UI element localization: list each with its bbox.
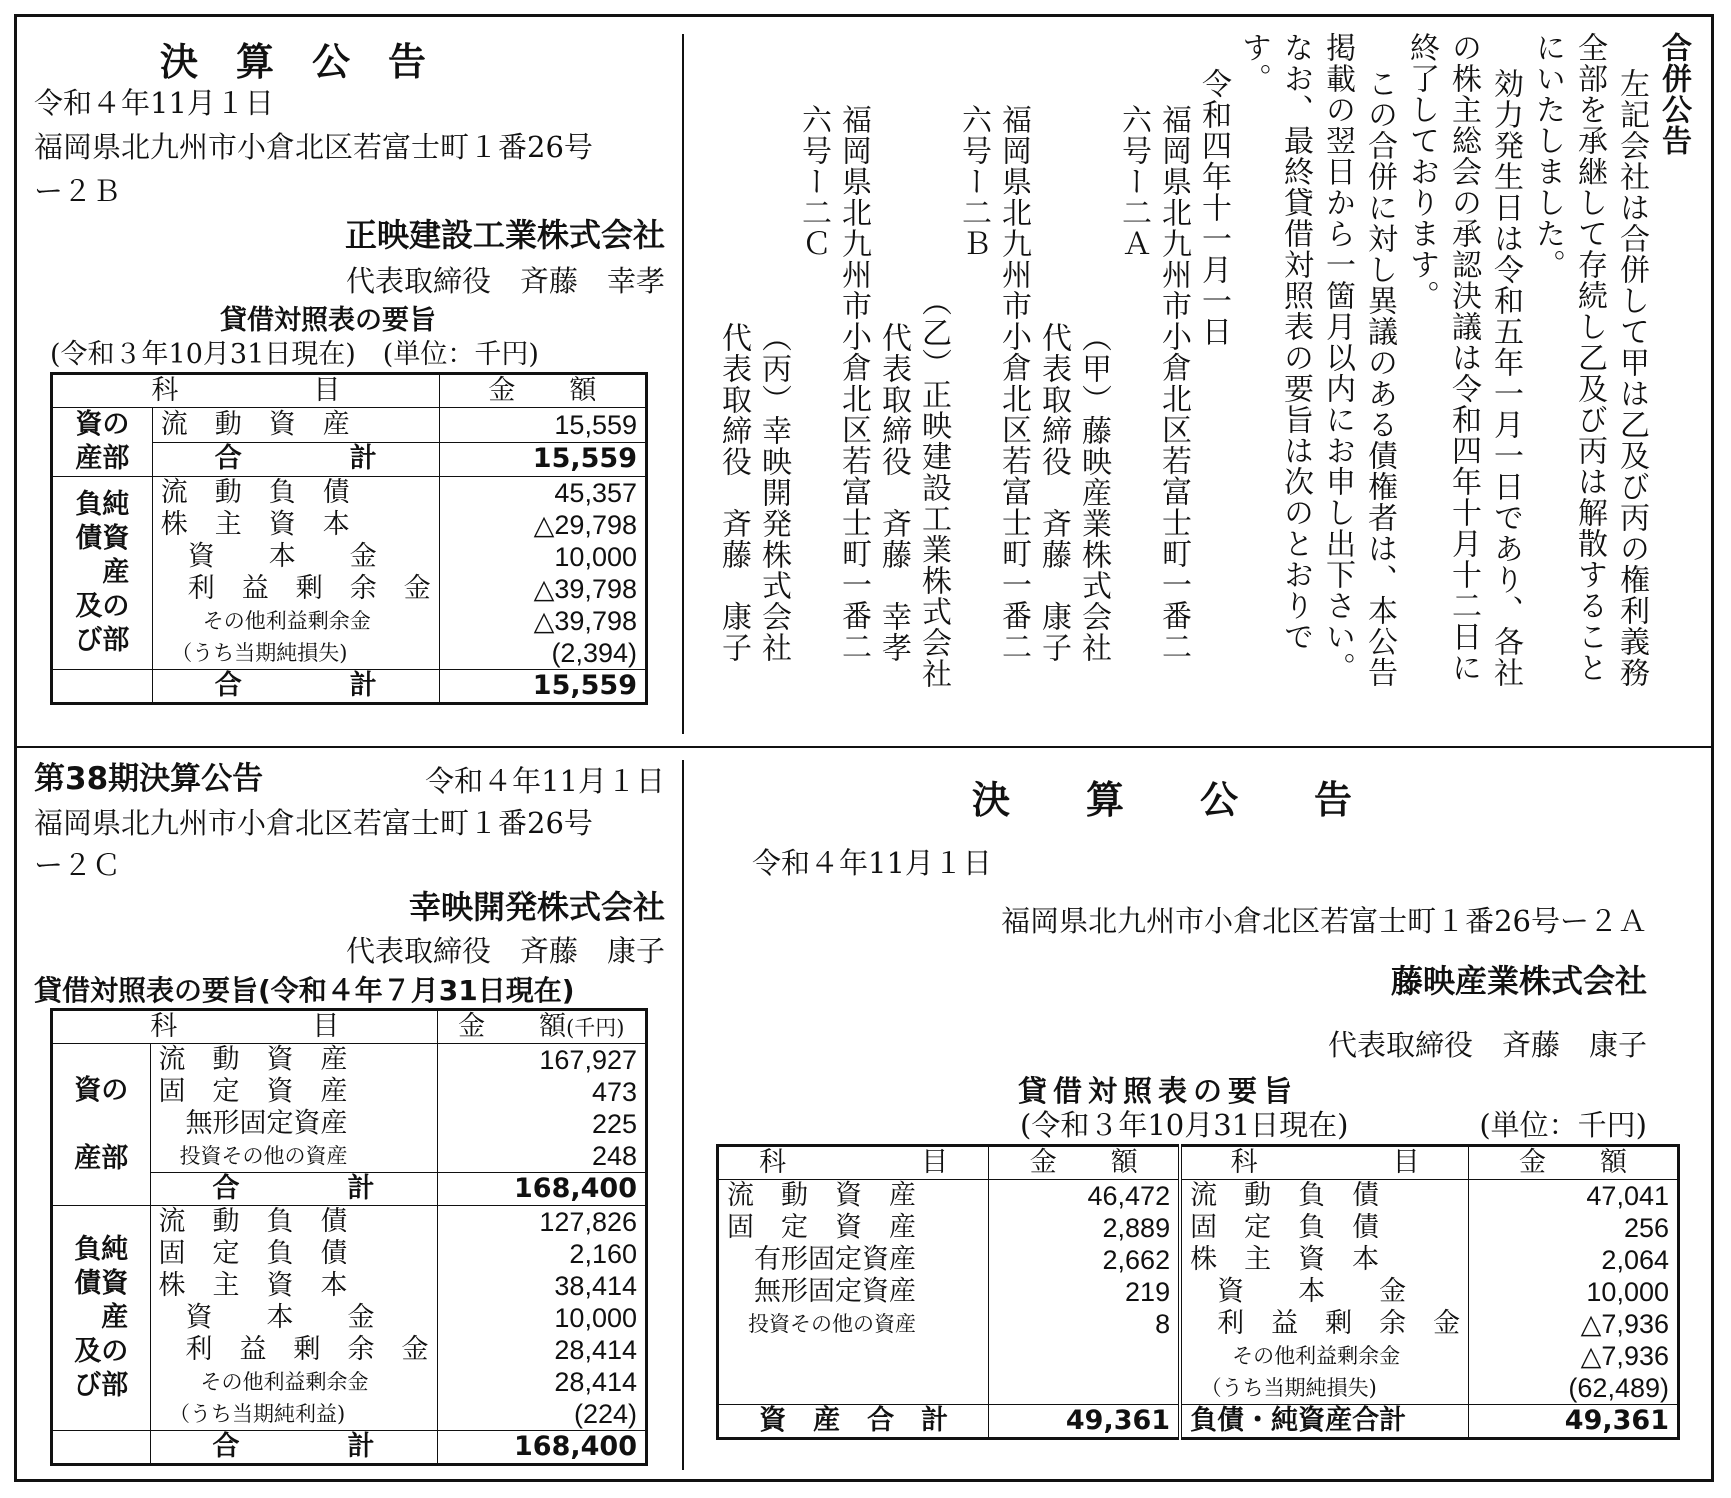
q3-col-amount: 金 額 (458, 1010, 567, 1042)
q1-bs-subtitle: (令和３年10月31日現在) (単位：千円) (50, 339, 539, 370)
q1-col-amount: 金 額 (439, 374, 646, 408)
party-a-representative: 代表取締役 斉藤 康子 (1036, 322, 1071, 663)
merger-col-4: の株主総会の承認決議は令和四年十月十二日に (1446, 32, 1481, 683)
q4-right-total-label: 負債・純資産合計 (1180, 1405, 1469, 1439)
q3-asset-category (52, 1044, 151, 1206)
vertical-divider-top (682, 34, 684, 734)
q1-liab-value-4: △39,798 (439, 605, 646, 637)
party-c-address-2: 六号ー二Ｃ (796, 104, 831, 259)
q4-left-value-2: 2,662 (989, 1244, 1180, 1276)
q4-left-value-1: 2,889 (989, 1212, 1180, 1244)
merger-col-8: なお、最終貸借対照表の要旨は次のとおりで (1278, 32, 1313, 652)
q4-company-name: 藤映産業株式会社 (1390, 962, 1647, 1000)
q4-right-value-5: △7,936 (1469, 1340, 1679, 1372)
q4-right-total: 49,361 (1469, 1405, 1679, 1439)
q1-bs-title: 貸借対照表の要旨 (220, 305, 436, 336)
q3-representative: 代表取締役 斉藤 康子 (345, 934, 665, 968)
party-b-address: 福岡県北九州市小倉北区若富士町一番二 (996, 104, 1031, 662)
q4-right-value-1: 256 (1469, 1212, 1679, 1244)
q4-left-value-5 (989, 1340, 1180, 1372)
q1-asset-category (52, 408, 153, 477)
q1-liab-total-label: 合 計 (152, 670, 439, 704)
q3-asset-total: 168,400 (437, 1173, 646, 1206)
q4-representative: 代表取締役 斉藤 康子 (1327, 1028, 1647, 1062)
q1-title: 決 算 公 告 (160, 40, 427, 84)
party-c-company: （丙）幸映開発株式会社 (756, 322, 791, 663)
q3-liab-value-1: 2,160 (437, 1238, 646, 1270)
q3-date: 令和４年11月１日 (425, 764, 665, 798)
q3-balance-sheet (50, 1008, 648, 1466)
q4-right-label-0: 流 動 負 債 (1180, 1180, 1469, 1213)
q4-col-item-left: 科 目 (718, 1146, 989, 1180)
q4-left-label-0: 流 動 資 産 (727, 1180, 916, 1211)
q1-liab-value-5: (2,394) (439, 637, 646, 670)
q4-col-amount-left: 金 額 (989, 1146, 1180, 1180)
q1-company-name: 正映建設工業株式会社 (344, 216, 665, 254)
q3-liab-label-5: その他利益剰余金 (158, 1370, 369, 1394)
q3-liab-label-6: （うち当期純利益) (158, 1402, 346, 1426)
merger-col-9: す。 (1236, 32, 1271, 94)
q3-liab-label-4: 利 益 剰 余 金 (158, 1334, 429, 1365)
q3-liability-category (52, 1206, 151, 1431)
horizontal-divider (14, 746, 1714, 748)
party-a-company: （甲）藤映産業株式会社 (1076, 322, 1111, 663)
q4-right-value-2: 2,064 (1469, 1244, 1679, 1276)
q3-asset-value-1: 473 (437, 1076, 646, 1108)
q4-left-total: 49,361 (989, 1405, 1180, 1439)
q3-col-item: 科 目 (52, 1010, 438, 1044)
q1-liab-label-4: その他利益剰余金 (160, 609, 371, 633)
q3-liab-cat-text: 負純 債資 産 及の び部 (74, 1234, 129, 1401)
q4-right-label-5: その他利益剰余金 (1180, 1340, 1469, 1372)
q1-address-line2: ー２Ｂ (34, 174, 122, 208)
q1-liab-total: 15,559 (439, 670, 646, 704)
q4-bs-date: (令和３年10月31日現在) (1020, 1108, 1349, 1142)
q4-right-value-3: 10,000 (1469, 1276, 1679, 1308)
q1-asset-total: 15,559 (439, 442, 646, 477)
q4-address: 福岡県北九州市小倉北区若富士町１番26号ー２Ａ (1001, 904, 1647, 938)
q1-liab-value-3: △39,798 (439, 573, 646, 605)
q3-asset-label-3: 投資その他の資産 (158, 1144, 348, 1168)
q1-liability-category (52, 477, 153, 670)
q3-liab-value-3: 10,000 (437, 1302, 646, 1334)
q3-unit: (千円) (566, 1015, 625, 1040)
q3-asset-total-label: 合 計 (150, 1173, 437, 1206)
q4-right-label-2: 株 主 資 本 (1180, 1244, 1469, 1276)
q4-date: 令和４年11月１日 (752, 846, 992, 880)
q1-liab-label-5: （うち当期純損失) (160, 641, 348, 665)
q4-right-value-4: △7,936 (1469, 1308, 1679, 1340)
merger-date: 令和四年十一月一日 (1196, 68, 1231, 347)
q1-asset-cat-text: 資の 産部 (75, 409, 130, 474)
q3-liab-total: 168,400 (437, 1431, 646, 1465)
party-b-company: （乙）正映建設工業株式会社 (916, 286, 951, 689)
merger-col-0: 左記会社は合併して甲は乙及び丙の権利義務 (1614, 68, 1649, 688)
q4-title: 決 算 公 告 (972, 778, 1353, 822)
merger-col-5: 終了しております。 (1404, 32, 1439, 311)
q4-bs-title: 貸借対照表の要旨 (1018, 1074, 1299, 1108)
party-c-representative: 代表取締役 斉藤 康子 (716, 322, 751, 663)
q4-left-value-3: 219 (989, 1276, 1180, 1308)
q3-address-line1: 福岡県北九州市小倉北区若富士町１番26号 (34, 806, 593, 840)
q4-right-value-6: (62,489) (1469, 1372, 1679, 1405)
q1-date: 令和４年11月１日 (34, 86, 274, 120)
q1-liab-cat-text: 負純 債資 産 及の び部 (75, 489, 130, 656)
q3-address-line2: ー２Ｃ (34, 848, 122, 882)
q4-left-label-1: 固 定 資 産 (727, 1212, 916, 1243)
q1-liab-value-2: 10,000 (439, 541, 646, 573)
merger-col-7: 掲載の翌日から一箇月以内にお申し出下さい。 (1320, 32, 1355, 683)
merger-col-3: 効力発生日は令和五年一月一日であり、各社 (1488, 68, 1523, 688)
merger-title: 合併公告 (1656, 32, 1691, 156)
q1-address-line1: 福岡県北九州市小倉北区若富士町１番26号 (34, 130, 593, 164)
q1-liab-label-1: 株 主 資 本 (160, 509, 350, 540)
vertical-divider-bottom (682, 760, 684, 1470)
q3-asset-label-2: 無形固定資産 (158, 1108, 348, 1139)
q4-left-label-3: 無形固定資産 (727, 1276, 916, 1307)
q4-left-label-4: 投資その他の資産 (727, 1312, 916, 1336)
q1-liab-value-1: △29,798 (439, 509, 646, 541)
q4-unit: (単位：千円) (1479, 1108, 1647, 1142)
q3-liab-value-6: (224) (437, 1398, 646, 1431)
q3-asset-value-2: 225 (437, 1108, 646, 1140)
q1-liab-label-2: 資 本 金 (160, 541, 377, 572)
q3-liab-value-5: 28,414 (437, 1366, 646, 1398)
q1-asset-value: 15,559 (439, 408, 646, 443)
q1-asset-label: 流 動 資 産 (160, 408, 350, 440)
q3-liab-label-2: 株 主 資 本 (158, 1270, 348, 1301)
q3-asset-label-0: 流 動 資 産 (158, 1044, 348, 1075)
q1-col-item: 科 目 (52, 374, 440, 408)
q4-right-value-0: 47,041 (1469, 1180, 1679, 1213)
q4-balance-sheet (716, 1144, 1680, 1440)
q1-asset-total-label: 合 計 (152, 442, 439, 477)
q4-right-label-3: 資 本 金 (1180, 1276, 1469, 1308)
q4-right-label-1: 固 定 負 債 (1180, 1212, 1469, 1244)
party-c-address: 福岡県北九州市小倉北区若富士町一番二 (836, 104, 871, 662)
q4-left-label-2: 有形固定資産 (727, 1244, 916, 1275)
q4-col-amount-right: 金 額 (1469, 1146, 1679, 1180)
q4-right-label-6: （うち当期純損失) (1180, 1372, 1469, 1405)
q3-liab-total-label: 合 計 (150, 1431, 437, 1465)
q3-asset-value-3: 248 (437, 1140, 646, 1173)
q3-liab-label-1: 固 定 負 債 (158, 1238, 348, 1269)
party-a-address: 福岡県北九州市小倉北区若富士町一番二 (1156, 104, 1191, 662)
q3-asset-label-1: 固 定 資 産 (158, 1076, 348, 1107)
q3-liab-value-2: 38,414 (437, 1270, 646, 1302)
q1-representative: 代表取締役 斉藤 幸孝 (345, 264, 665, 298)
merger-col-2: にいたしました。 (1530, 32, 1565, 280)
q1-liab-label-3: 利 益 剰 余 金 (160, 573, 431, 604)
q3-company-name: 幸映開発株式会社 (408, 888, 665, 926)
q3-liab-label-0: 流 動 負 債 (150, 1206, 437, 1239)
q4-left-total-label: 資 産 合 計 (718, 1405, 989, 1439)
q1-liab-value-0: 45,357 (439, 477, 646, 510)
q4-right-label-4: 利 益 剰 余 金 (1180, 1308, 1469, 1340)
merger-col-1: 全部を承継して存続し乙及び丙は解散すること (1572, 32, 1607, 683)
q3-title: 第38期決算公告 (34, 761, 264, 797)
q3-asset-cat-text: 資の 産部 (74, 1074, 129, 1174)
merger-col-6: この合併に対し異議のある債権者は、本公告 (1362, 68, 1397, 688)
q3-liab-label-3: 資 本 金 (158, 1302, 375, 1333)
q1-balance-sheet (50, 372, 648, 705)
q3-liab-value-4: 28,414 (437, 1334, 646, 1366)
q4-left-value-4: 8 (989, 1308, 1180, 1340)
q1-liab-label-0: 流 動 負 債 (152, 477, 439, 510)
q3-bs-title: 貸借対照表の要旨(令和４年７月31日現在) (34, 974, 575, 1007)
party-b-representative: 代表取締役 斉藤 幸孝 (876, 322, 911, 663)
q4-left-label-5 (718, 1340, 989, 1372)
q4-left-label-6 (718, 1372, 989, 1405)
party-a-address-2: 六号ー二Ａ (1116, 104, 1151, 259)
q3-asset-value-0: 167,927 (437, 1044, 646, 1077)
q3-liab-value-0: 127,826 (437, 1206, 646, 1239)
q4-left-value-6 (989, 1372, 1180, 1405)
q4-col-item-right: 科 目 (1180, 1146, 1469, 1180)
party-b-address-2: 六号ー二Ｂ (956, 104, 991, 259)
q4-left-value-0: 46,472 (989, 1180, 1180, 1213)
